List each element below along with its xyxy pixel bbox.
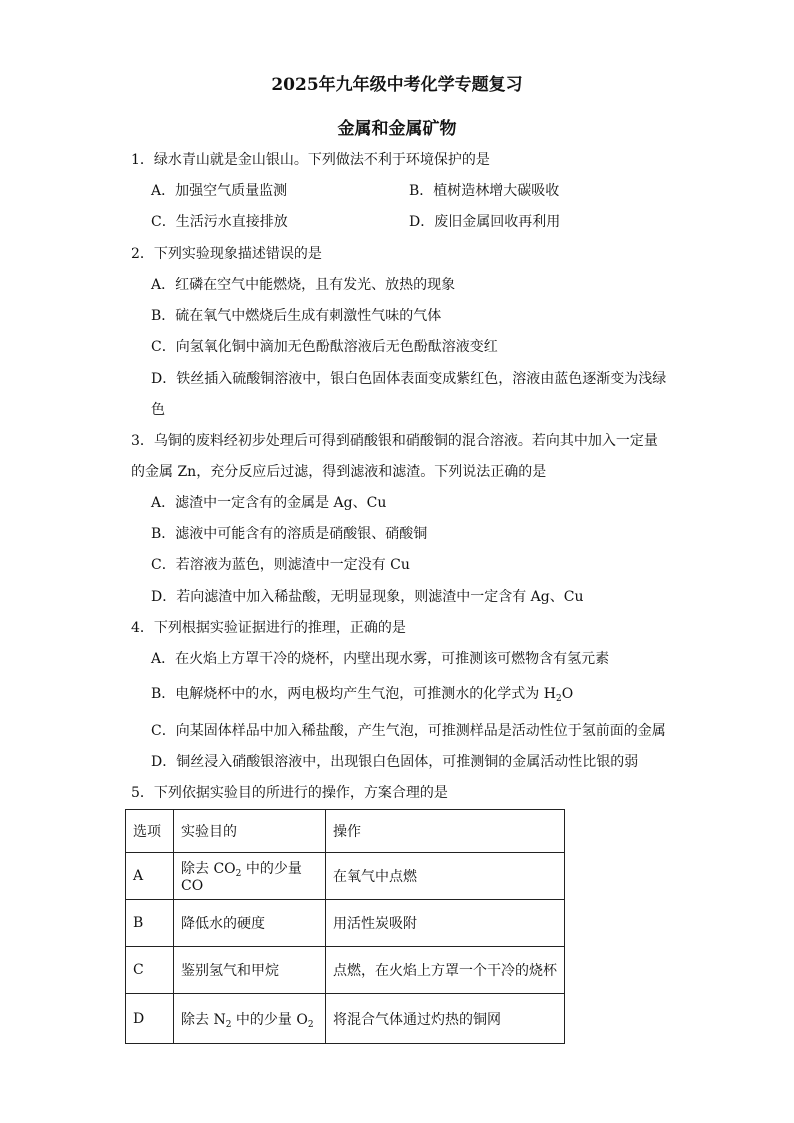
table-row — [126, 853, 565, 900]
cell-option: C — [126, 947, 174, 994]
question-5-stem: 5．下列依据实验目的所进行的操作，方案合理的是 — [131, 785, 448, 801]
question-4-option-b-formula-end: O — [561, 686, 574, 702]
question-4-option-b-text: B．电解烧杯中的水，两电极均产生气泡，可推测水的化学式为 H — [151, 686, 556, 702]
header-operation: 操作 — [326, 810, 565, 853]
question-1-option-c: C．生活污水直接排放 — [151, 214, 288, 230]
cell-operation: 将混合气体通过灼热的铜网 — [326, 994, 565, 1044]
subscript: 2 — [225, 1019, 232, 1030]
question-1-option-b: B．植树造林增大碳吸收 — [409, 183, 560, 199]
document-subtitle: 金属和金属矿物 — [337, 119, 457, 139]
table-row — [126, 900, 565, 947]
question-3-option-d: D．若向滤渣中加入稀盐酸，无明显现象，则滤渣中一定含有 Ag、Cu — [151, 589, 584, 605]
cell-operation: 在氧气中点燃 — [326, 853, 565, 900]
question-3-stem: 3．乌铜的废料经初步处理后可得到硝酸银和硝酸铜的混合溶液。若向其中加入一定量 — [131, 433, 658, 449]
cell-option: A — [126, 853, 174, 900]
cell-goal: 鉴别氢气和甲烷 — [174, 947, 326, 994]
question-4-option-b — [151, 684, 573, 704]
table-row — [126, 947, 565, 994]
question-2-option-d-continued: 色 — [151, 402, 165, 418]
experiment-table — [125, 809, 565, 1044]
cell-operation: 用活性炭吸附 — [326, 900, 565, 947]
table-header-row — [126, 810, 565, 853]
goal-text-end: 中的少量 O — [231, 1011, 308, 1028]
question-2-stem: 2．下列实验现象描述错误的是 — [131, 246, 322, 262]
question-3-option-b: B．滤液中可能含有的溶质是硝酸银、硝酸铜 — [151, 526, 428, 542]
subscript: 2 — [235, 869, 242, 879]
table-row — [126, 994, 565, 1044]
question-1-stem: 1．绿水青山就是金山银山。下列做法不利于环境保护的是 — [131, 152, 490, 168]
cell-goal — [174, 853, 326, 900]
cell-goal: 降低水的硬度 — [174, 900, 326, 947]
question-4-option-a: A．在火焰上方罩干冷的烧杯，内壁出现水雾，可推测该可燃物含有氢元素 — [151, 651, 610, 667]
question-2-option-b: B．硫在氧气中燃烧后生成有刺激性气味的气体 — [151, 308, 442, 324]
question-4-option-c: C．向某固体样品中加入稀盐酸，产生气泡，可推测样品是活动性位于氢前面的金属 — [151, 723, 666, 739]
document-title: 2025年九年级中考化学专题复习 — [271, 75, 523, 95]
question-1-option-a: A．加强空气质量监测 — [151, 183, 288, 199]
cell-option: D — [126, 994, 174, 1044]
subscript: 2 — [555, 694, 562, 704]
question-2-option-a: A．红磷在空气中能燃烧，且有发光、放热的现象 — [151, 277, 456, 293]
question-3-option-c: C．若溶液为蓝色，则滤渣中一定没有 Cu — [151, 557, 410, 573]
question-4-stem: 4．下列根据实验证据进行的推理，正确的是 — [131, 620, 406, 636]
question-2-option-c: C．向氢氧化铜中滴加无色酚酞溶液后无色酚酞溶液变红 — [151, 339, 498, 355]
goal-text: 除去 CO — [181, 861, 236, 877]
subscript: 2 — [307, 1019, 314, 1030]
question-4-option-d: D．铜丝浸入硝酸银溶液中，出现银白色固体，可推测铜的金属活动性比银的弱 — [151, 754, 639, 770]
goal-text: 除去 N — [181, 1011, 226, 1028]
question-3-option-a: A．滤渣中一定含有的金属是 Ag、Cu — [151, 495, 387, 511]
cell-goal — [174, 994, 326, 1044]
question-3-stem-continued: 的金属 Zn，充分反应后过滤，得到滤液和滤渣。下列说法正确的是 — [131, 464, 547, 480]
goal-text-end: 中的少量 CO — [181, 861, 302, 894]
cell-option: B — [126, 900, 174, 947]
header-option: 选项 — [126, 810, 174, 853]
header-goal: 实验目的 — [174, 810, 326, 853]
cell-operation: 点燃，在火焰上方罩一个干冷的烧杯 — [326, 947, 565, 994]
question-1-option-d: D．废旧金属回收再利用 — [409, 214, 561, 230]
question-2-option-d: D．铁丝插入硫酸铜溶液中，银白色固体表面变成紫红色，溶液由蓝色逐渐变为浅绿 — [151, 371, 667, 387]
